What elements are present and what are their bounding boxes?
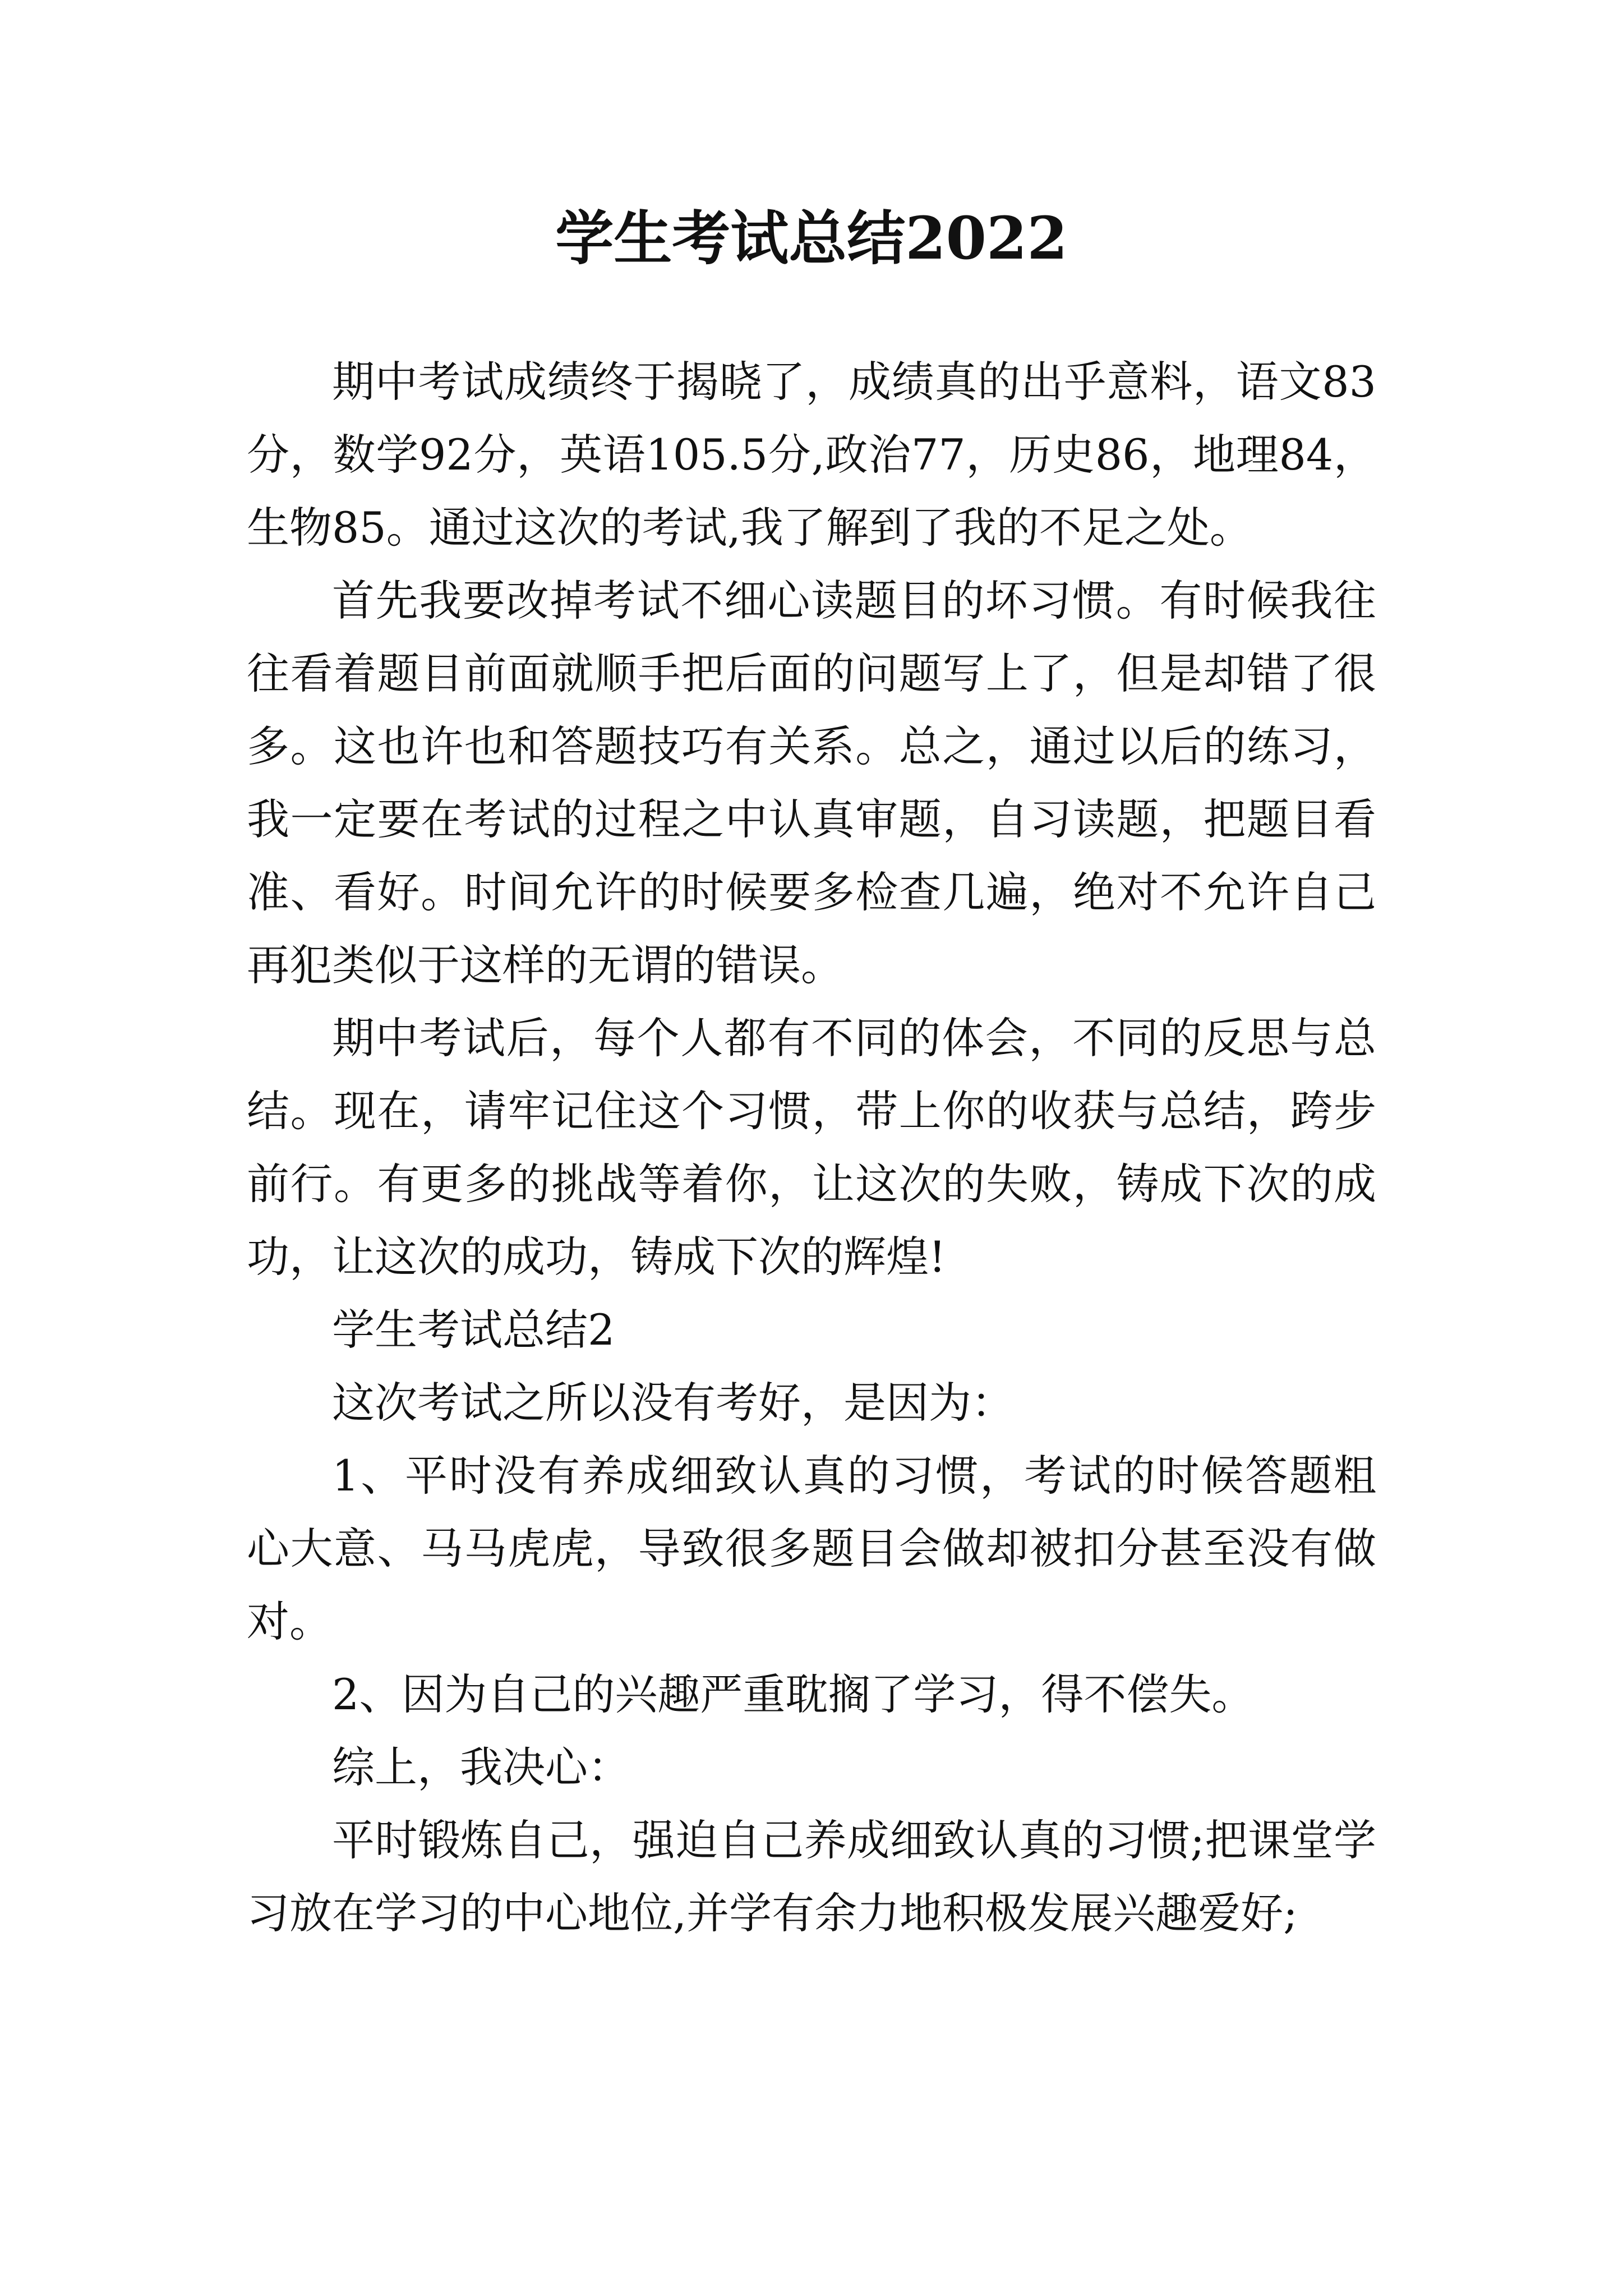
paragraph-reasons-intro: 这次考试之所以没有考好，是因为：	[332, 1378, 1014, 1428]
paragraph-reason-1: 1、平时没有养成细致认真的习惯，考试的时候答题粗心大意、马马虎虎，导致很多题目会做却被扣分甚至没有做对。	[247, 1451, 1376, 1646]
paragraph-reflection: 期中考试后，每个人都有不同的体会，不同的反思与总结。现在，请牢记住这个习惯，带上你的收获与总结，跨步前行。有更多的挑战等着你，让这次的失败，铸成下次的成功，让这次的成功，铸成下次的辉煌!	[247, 1013, 1376, 1282]
paragraph-resolution-intro: 综上，我决心：	[332, 1742, 630, 1792]
paragraph-careless-reading: 首先我要改掉考试不细心读题目的坏习惯。有时候我往往看着题目前面就顺手把后面的问题写上了，但是却错了很多。这也许也和答题技巧有关系。总之，通过以后的练习，我一定要在考试的过程之中认真审题，自习读题，把题目看准、看好。时间允许的时候要多检查几遍，绝对不允许自己再犯类似于这样的无谓的错误。	[247, 576, 1376, 990]
paragraph-reason-2: 2、因为自己的兴趣严重耽搁了学习，得不偿失。	[332, 1669, 1255, 1719]
paragraph-exam-results: 期中考试成绩终于揭晓了，成绩真的出乎意料，语文83分，数学92分，英语105.5分,政治77，历史86，地理84，生物85。通过这次的考试,我了解到了我的不足之处。	[247, 357, 1376, 553]
document-title: 学生考试总结2022	[555, 204, 1068, 273]
section-heading-summary-2: 学生考试总结2	[332, 1305, 615, 1355]
paragraph-resolution: 平时锻炼自己，强迫自己养成细致认真的习惯;把课堂学习放在学习的中心地位,并学有余力地积极发展兴趣爱好;	[247, 1815, 1376, 1938]
document-body	[247, 346, 1376, 1950]
